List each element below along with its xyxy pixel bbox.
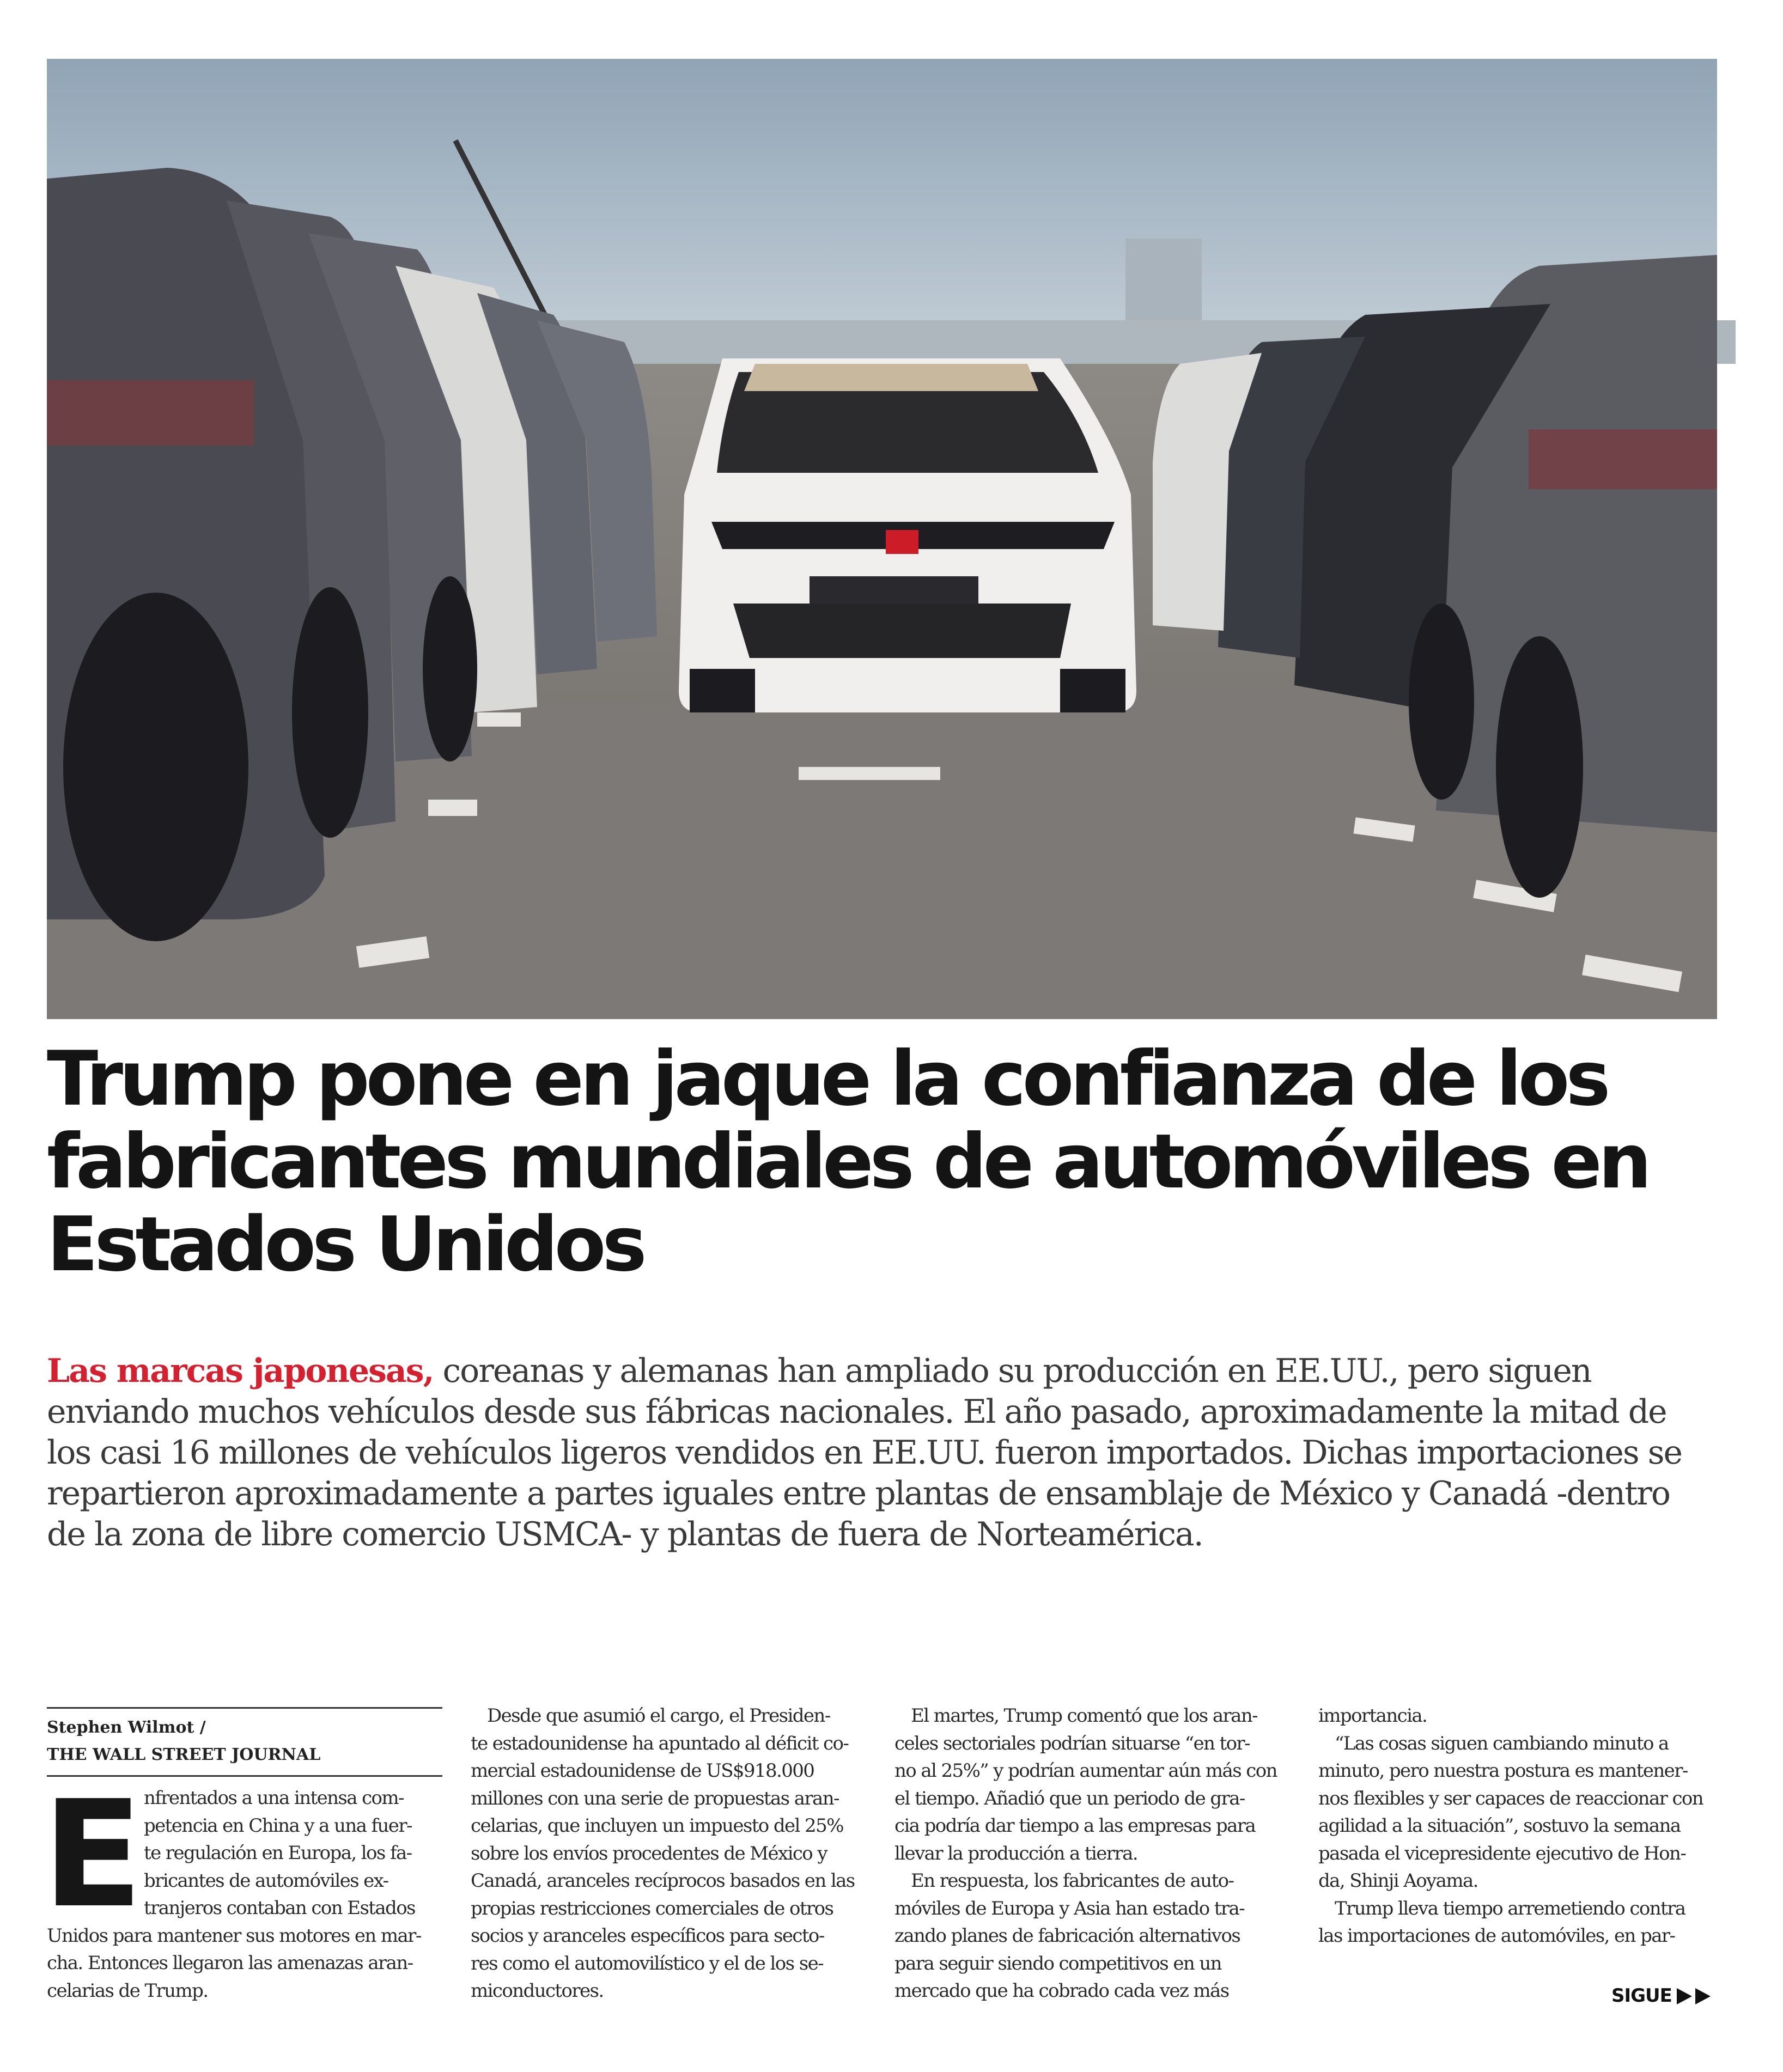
article-line: para seguir siendo competitivos en un	[894, 1952, 1221, 1975]
article-column-3	[894, 1702, 1290, 2005]
headline-line: Estados Unidos	[47, 1200, 643, 1288]
deck-line: enviando muchos vehículos desde sus fábricas nacionales. El año pasado, aproximadamente la mitad de	[47, 1393, 1666, 1431]
headline	[47, 1035, 1725, 1288]
article-line: socios y aranceles específicos para secto-	[471, 1925, 824, 1947]
article-line: mercado que ha cobrado cada vez más	[894, 1980, 1229, 2002]
article-line: propias restricciones comerciales de otros	[471, 1897, 833, 1919]
article-line: Trump lleva tiempo arremetiendo contra	[1335, 1897, 1685, 1919]
article-column-1	[47, 1784, 442, 2004]
article-line: el tiempo. Añadió que un periodo de gra-	[894, 1787, 1245, 1809]
article-line: “Las cosas siguen cambiando minuto a	[1335, 1732, 1669, 1754]
article-line: tranjeros contaban con Estados	[144, 1897, 415, 1919]
article-line: miconductores.	[471, 1980, 604, 2002]
deck-line: coreanas y alemanas han ampliado su producción en EE.UU., pero siguen	[433, 1352, 1591, 1390]
double-arrow-icon	[1677, 1988, 1713, 2007]
article-line: llevar la producción a tierra.	[894, 1842, 1137, 1864]
article-line: móviles de Europa y Asia han estado tra-	[894, 1897, 1245, 1919]
article-line: Canadá, aranceles recíprocos basados en las	[471, 1870, 855, 1892]
continue-link[interactable]	[1607, 1983, 1716, 2010]
article-line: agilidad a la situación”, sostuvo la semana	[1318, 1815, 1681, 1837]
article-column-2	[471, 1702, 866, 2005]
deck-kicker: Las marcas japonesas,	[47, 1352, 434, 1390]
drop-cap-letter: E	[42, 1769, 143, 1940]
article-line: cha. Entonces llegaron las amenazas aran-	[47, 1952, 413, 1974]
article-line: te estadounidense ha apuntado al déficit co-	[471, 1732, 849, 1754]
byline-outlet: THE WALL STREET JOURNAL	[47, 1745, 321, 1764]
article-line: nfrentados a una intensa com-	[144, 1787, 404, 1809]
headline-line: Trump pone en jaque la confianza de los	[47, 1035, 1607, 1123]
article-line: minuto, pero nuestra postura es mantener-	[1318, 1760, 1688, 1782]
article-line: El martes, Trump comentó que los aran-	[911, 1705, 1258, 1727]
article-line: da, Shinji Aoyama.	[1318, 1870, 1478, 1892]
article-line: Unidos para mantener sus motores en mar-	[47, 1924, 421, 1947]
article-line: celarias de Trump.	[47, 1979, 208, 2002]
article-line: petencia en China y a una fuer-	[144, 1814, 412, 1837]
byline	[47, 1707, 442, 1777]
article-line: millones con una serie de propuestas aran-	[471, 1787, 839, 1809]
article-line: celarias, que incluyen un impuesto del 25%	[471, 1815, 843, 1837]
article-line: cia podría dar tiempo a las empresas para	[894, 1815, 1256, 1837]
article-line: no al 25%” y podrían aumentar aún más con	[894, 1760, 1277, 1782]
deck-line: de la zona de libre comercio USMCA- y plantas de fuera de Norteamérica.	[47, 1515, 1203, 1553]
car-photo	[47, 59, 1717, 1019]
headline-line: fabricantes mundiales de automóviles en	[47, 1118, 1648, 1205]
article-line: mercial estadounidense de US$918.000	[471, 1760, 814, 1782]
article-line: importancia.	[1318, 1705, 1427, 1727]
article-line: sobre los envíos procedentes de México y	[471, 1842, 827, 1864]
continue-label: SIGUE	[1611, 1985, 1672, 2007]
deck	[47, 1351, 1725, 1555]
article-line: bricantes de automóviles ex-	[144, 1869, 388, 1892]
byline-author: Stephen Wilmot /	[47, 1718, 206, 1737]
article-line: En respuesta, los fabricantes de auto-	[911, 1870, 1234, 1892]
article-line: res como el automovilístico y el de los se-	[471, 1952, 823, 1975]
article-line: te regulación en Europa, los fa-	[144, 1842, 412, 1864]
article-line: Desde que asumió el cargo, el Presiden-	[487, 1705, 830, 1727]
article-line: celes sectoriales podrían situarse “en tor-	[894, 1732, 1250, 1754]
article-line: nos flexibles y ser capaces de reaccionar con	[1318, 1787, 1703, 1809]
article-line: las importaciones de automóviles, en par-	[1318, 1925, 1675, 1947]
deck-line: repartieron aproximadamente a partes iguales entre plantas de ensamblaje de México y Canadá -dentro	[47, 1474, 1670, 1513]
deck-line: los casi 16 millones de vehículos ligeros vendidos en EE.UU. fueron importados. Dichas importaciones se	[47, 1434, 1682, 1472]
article-line: pasada el vicepresidente ejecutivo de Hon-	[1318, 1842, 1686, 1864]
article-line: zando planes de fabricación alternativos	[894, 1925, 1240, 1947]
article-column-4	[1318, 1702, 1714, 1950]
